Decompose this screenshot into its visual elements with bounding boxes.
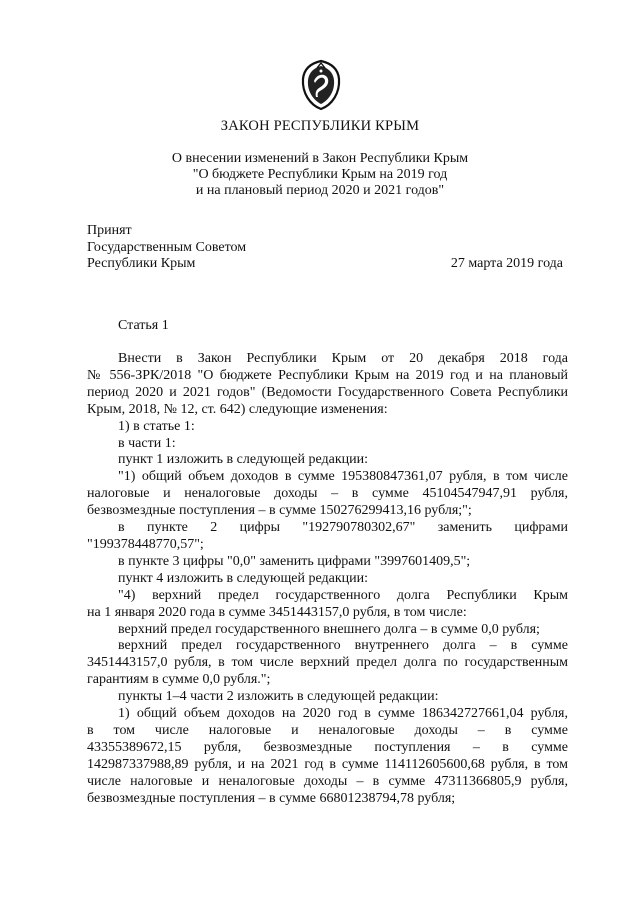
text-line: "4) верхний предел государственного долга Республики Крым — [118, 587, 568, 603]
adoption-date: 27 марта 2019 года — [450, 256, 563, 271]
law-subtitle — [0, 151, 640, 199]
law-title: ЗАКОН РЕСПУБЛИКИ КРЫМ — [220, 118, 420, 134]
paragraph — [87, 554, 568, 571]
text-line: в пункте 2 цифры "192790780302,67" заменить цифрами — [118, 520, 568, 536]
text-line: безвозмездные поступления – в сумме 150276299413,16 рубля;"; — [87, 503, 472, 519]
article-title: Статья 1 — [118, 318, 169, 333]
adoption-line: Государственным Советом — [87, 239, 247, 255]
adoption-line: Принят — [87, 223, 132, 238]
paragraph — [87, 622, 568, 639]
text-line: 43355389672,15 рубля, безвозмездные поступления – в сумме — [87, 739, 568, 755]
subtitle-line: "О бюджете Республики Крым на 2019 год — [192, 167, 448, 182]
paragraph — [87, 588, 568, 622]
text-line: пункты 1–4 части 2 изложить в следующей редакции: — [118, 689, 439, 705]
text-line: в части 1: — [118, 435, 176, 451]
text-line: "1) общий объем доходов в сумме 195380847361,07 рубля, в том числе — [118, 469, 568, 485]
text-line: налоговые и неналоговые доходы – в сумме 45104547947,91 рубля, — [87, 486, 568, 502]
paragraph — [87, 351, 568, 419]
paragraph — [87, 452, 568, 469]
text-line: пункт 1 изложить в следующей редакции: — [118, 452, 368, 468]
text-line: пункт 4 изложить в следующей редакции: — [118, 570, 368, 586]
subtitle-line: и на плановый период 2020 и 2021 годов" — [195, 183, 445, 198]
text-line: период 2020 и 2021 годов" (Ведомости Государственного Совета Республики — [87, 384, 568, 400]
text-line: Внести в Закон Республики Крым от 20 декабря 2018 года — [118, 351, 568, 366]
text-line: "199378448770,57"; — [87, 536, 204, 552]
crimea-coat-of-arms-icon — [300, 59, 342, 111]
text-line: в пункте 3 цифры "0,0" заменить цифрами "3997601409,5"; — [118, 553, 471, 569]
text-line: 142987337988,89 рубля, и на 2021 год в сумме 114112605600,68 рубля, в том — [87, 756, 568, 772]
text-line: 1) в статье 1: — [118, 418, 195, 434]
paragraph — [87, 571, 568, 588]
text-line: гарантиям в сумме 0,0 рубля."; — [87, 672, 271, 688]
article-body — [87, 351, 568, 807]
paragraph — [87, 436, 568, 453]
text-line: Крым, 2018, № 12, ст. 642) следующие изменения: — [87, 401, 388, 417]
paragraph — [87, 689, 568, 706]
text-line: 3451443157,0 рубля, в том числе верхний предел долга по государственным — [87, 655, 568, 671]
paragraph — [87, 706, 568, 807]
text-line: на 1 января 2020 года в сумме 3451443157,0 рубля, в том числе: — [87, 604, 467, 620]
adoption-line: Республики Крым — [87, 256, 196, 271]
paragraph — [87, 469, 568, 520]
paragraph — [87, 520, 568, 554]
text-line: № 556-ЗРК/2018 "О бюджете Республики Крым на 2019 год и на плановый — [87, 367, 568, 383]
text-line: верхний предел государственного внешнего долга – в сумме 0,0 рубля; — [118, 621, 540, 637]
subtitle-line: О внесении изменений в Закон Республики Крым — [171, 151, 469, 166]
text-line: в том числе налоговые и неналоговые доходы – в сумме — [87, 722, 568, 738]
adoption-block — [87, 223, 246, 273]
paragraph — [87, 419, 568, 436]
paragraph — [87, 638, 568, 689]
text-line: верхний предел государственного внутреннего долга – в сумме — [118, 638, 568, 654]
text-line: числе налоговые и неналоговые доходы – в сумме 47311366805,9 рубля, — [87, 773, 568, 789]
text-line: безвозмездные поступления – в сумме 66801238794,78 рубля; — [87, 790, 456, 806]
text-line: 1) общий объем доходов на 2020 год в сумме 186342727661,04 рубля, — [118, 706, 568, 722]
